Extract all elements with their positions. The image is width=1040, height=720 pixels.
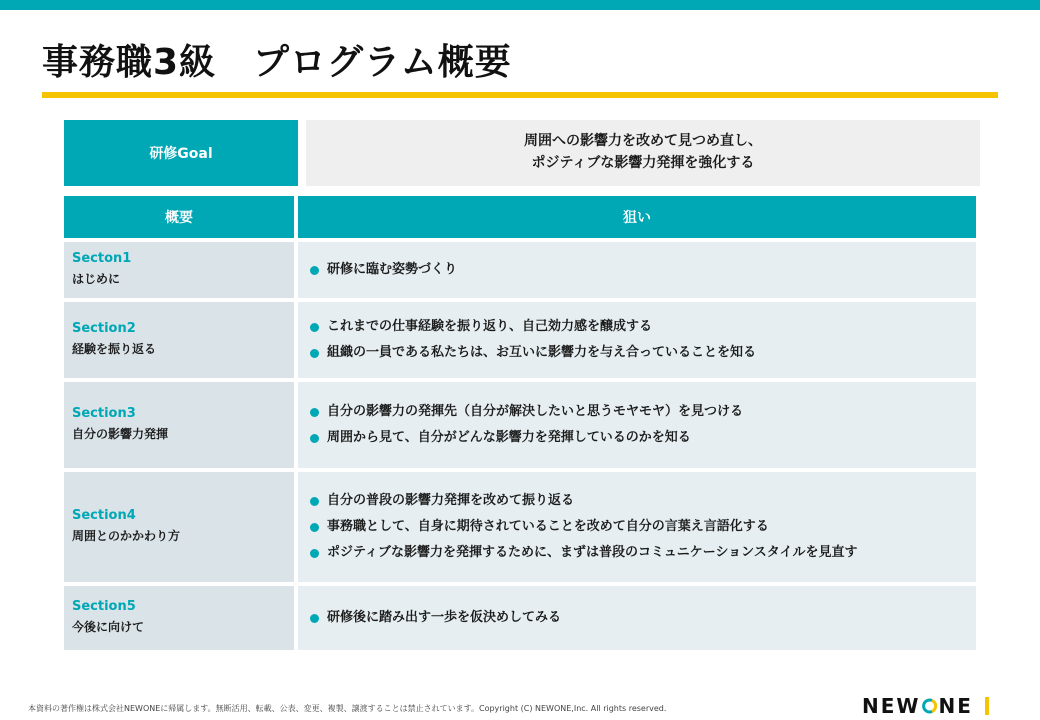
bullet-dot-icon [310,549,319,558]
top-accent-bar [0,0,1040,10]
goal-line-1: 周囲への影響力を改めて見つめ直し、 [524,133,762,150]
list-item: 事務職として、自身に期待されていることを改めて自分の言葉え言語化する [310,514,976,540]
bullet-dot-icon [310,266,319,275]
newone-logo [862,694,989,718]
section-name: 経験を振り返る [72,341,157,356]
list-item: 自分の普段の影響力発揮を改めて振り返る [310,488,976,514]
section-name: 今後に向けて [72,619,145,634]
table-row-section2-label [64,302,294,378]
logo-o-icon [921,698,937,714]
logo-bar [985,697,989,715]
table-row-section3-aims [298,382,976,468]
table-row-section3-label [64,382,294,468]
bullet-dot-icon [310,323,319,332]
list-item: 周囲から見て、自分がどんな影響力を発揮しているのかを知る [310,425,976,451]
section-id: Section3 [72,406,136,422]
copyright-notice: 本資料の著作権は株式会社NEWONEに帰属します。無断活用、転載、公表、変更、複製、譲渡することは禁止されています。Copyright (C) NEWONE,Inc. All rights reserved. [28,704,667,713]
table-row-section1-label [64,242,294,298]
bullet-dot-icon [310,614,319,623]
section-name: はじめに [72,271,121,286]
list-item: 研修後に踏み出す一歩を仮決めしてみる [310,605,976,631]
table-row-section1-aims [298,242,976,298]
bullet-dot-icon [310,408,319,417]
goal-text [306,120,980,186]
bullet-dot-icon [310,523,319,532]
section-id: Section5 [72,599,136,615]
logo-text-left: NEW [862,694,921,718]
table-row-section2-aims [298,302,976,378]
section-id: Section2 [72,321,136,337]
list-item: 自分の影響力の発揮先（自分が解決したいと思うモヤモヤ）を見つける [310,399,976,425]
title-underline [42,92,998,98]
section-id: Section4 [72,508,136,524]
bullet-dot-icon [310,497,319,506]
section-id: Secton1 [72,251,132,267]
list-item: 組織の一員である私たちは、お互いに影響力を与え合っていることを知る [310,340,976,366]
goal-line-2: ポジティブな影響力発揮を強化する [531,155,755,171]
bullet-dot-icon [310,349,319,358]
section-name: 周囲とのかかわり方 [72,528,181,543]
list-item: これまでの仕事経験を振り返り、自己効力感を醸成する [310,314,976,340]
table-row-section4-label [64,472,294,582]
list-item: 研修に臨む姿勢づくり [310,257,976,283]
logo-text-right: NE [938,694,973,718]
goal-label: 研修Goal [64,120,298,186]
list-item: ポジティブな影響力を発揮するために、まずは普段のコミュニケーションスタイルを見直す [310,540,976,566]
page-title: 事務職3級 プログラム概要 [42,42,512,83]
table-row-section5-label [64,586,294,650]
header-aim: 狙い [298,196,976,238]
bullet-dot-icon [310,434,319,443]
table-row-section5-aims [298,586,976,650]
table-row-section4-aims [298,472,976,582]
section-name: 自分の影響力発揮 [72,426,169,441]
header-overview: 概要 [64,196,294,238]
